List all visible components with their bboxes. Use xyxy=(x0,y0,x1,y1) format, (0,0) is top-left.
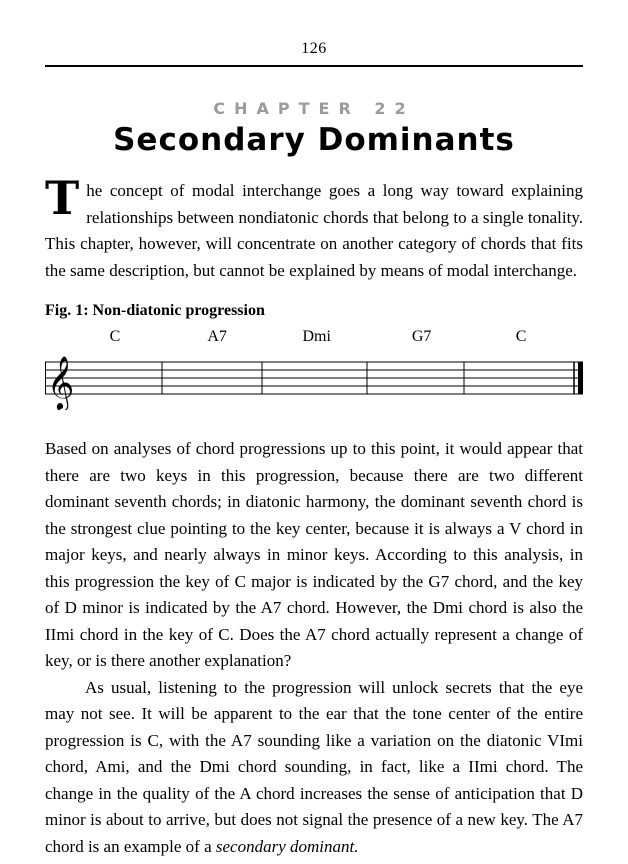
chord-label: C xyxy=(515,328,527,346)
intro-paragraph-text: he concept of modal interchange goes a long way toward explaining relationships between nondiatonic chords that belong to a single tonality. This chapter, however, will concentrate on another category of chords that fits the same description, but cannot be explained by means of modal interchange. xyxy=(45,181,583,280)
body-paragraph-2 xyxy=(45,675,583,861)
chord-row xyxy=(45,328,583,352)
chord-label: C xyxy=(109,328,121,346)
body-paragraph-2-italic-term: secondary dominant. xyxy=(215,836,359,856)
header-rule xyxy=(45,65,583,67)
figure-caption: Fig. 1: Non-diatonic progression xyxy=(45,302,265,320)
chord-label: A7 xyxy=(207,328,227,346)
chord-label: Dmi xyxy=(302,328,331,346)
treble-clef-icon: 𝄞 xyxy=(47,355,75,410)
page-title: Secondary Dominants xyxy=(113,122,515,158)
staff-lines xyxy=(45,352,583,410)
body-paragraph-1: Based on analyses of chord progressions up to this point, it would appear that there are two keys in this progression, because there are two different dominant seventh chords; in diatonic harmony, the dominant seventh chord is the strongest clue pointing to the key center, because it is always a V chord in major keys, and nearly always in minor keys. According to this analysis, in this progression the key of C major is indicated by the G7 chord, and the key of D minor is indicated by the A7 chord. However, the Dmi chord is also the IImi chord in the key of C. Does the A7 chord actually represent a change of key, or is there another explanation? xyxy=(45,439,583,671)
page-number: 126 xyxy=(301,40,327,57)
drop-cap: T xyxy=(45,171,80,225)
body-paragraph-2-text: As usual, listening to the progression will unlock secrets that the eye may not see. It will be apparent to the ear that the tone center of the entire progression is C, with the A7 sounding like a variation on the diatonic VImi chord, Ami, and the Dmi chord sounding, in fact, like a IImi chord. The change in the quality of the A chord increases the sense of anticipation that D minor is about to arrive, but does not signal the presence of a new key. The A7 chord is an example of a xyxy=(45,677,583,856)
intro-paragraph xyxy=(45,171,583,284)
music-staff xyxy=(45,328,583,412)
chapter-label: CHAPTER 22 xyxy=(213,99,415,118)
chord-label: G7 xyxy=(411,328,432,346)
